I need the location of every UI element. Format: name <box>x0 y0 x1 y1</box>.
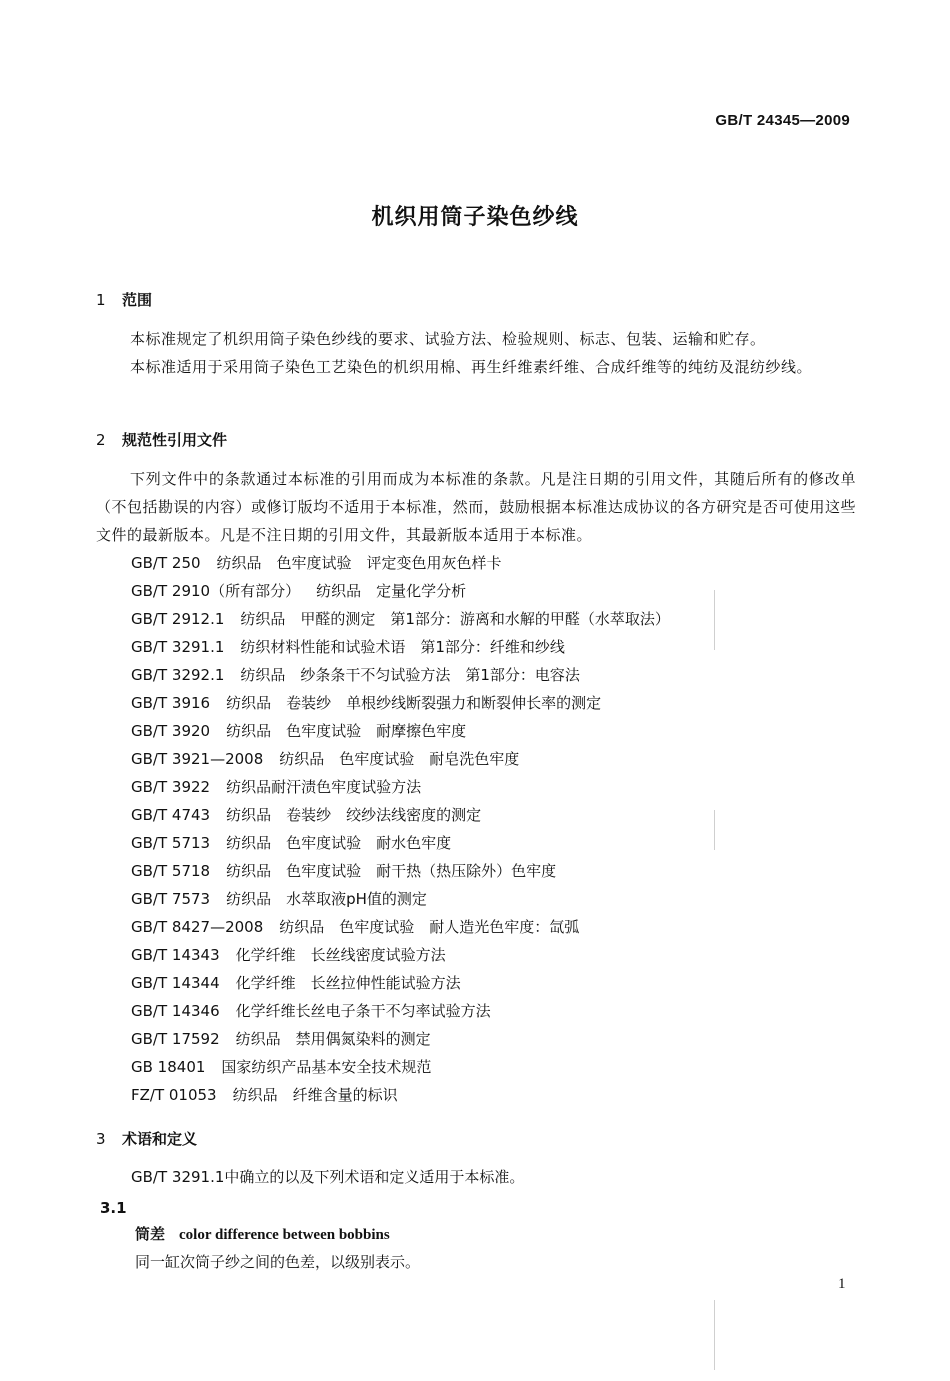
reference-title: 纺织品 甲醛的测定 第1部分：游离和水解的甲醛（水萃取法） <box>240 610 670 628</box>
reference-item <box>131 745 670 773</box>
reference-title: 化学纤维 长丝线密度试验方法 <box>235 946 446 964</box>
reference-item <box>131 857 670 885</box>
reference-title: 国家纺织产品基本安全技术规范 <box>221 1058 432 1076</box>
scan-artifact-line <box>714 590 715 650</box>
reference-item <box>131 1081 670 1109</box>
reference-item <box>131 549 670 577</box>
reference-title: 纺织品 卷装纱 绞纱法线密度的测定 <box>226 806 482 824</box>
reference-code: GB/T 3292.1 <box>131 666 225 684</box>
reference-item <box>131 633 670 661</box>
reference-title: 纺织品 色牢度试验 耐皂洗色牢度 <box>279 750 520 768</box>
reference-item <box>131 605 670 633</box>
section-3-heading <box>96 1128 197 1149</box>
reference-item <box>131 997 670 1025</box>
section-number: 1 <box>96 291 106 309</box>
section-title: 范围 <box>122 291 153 309</box>
reference-item <box>131 969 670 997</box>
reference-item <box>131 577 670 605</box>
reference-code: GB 18401 <box>131 1058 206 1076</box>
reference-code: GB/T 5718 <box>131 862 211 880</box>
reference-item <box>131 885 670 913</box>
reference-code: FZ/T 01053 <box>131 1086 217 1104</box>
reference-code: GB/T 14346 <box>131 1002 220 1020</box>
reference-code: GB/T 2912.1 <box>131 610 225 628</box>
reference-item <box>131 1053 670 1081</box>
reference-item <box>131 1025 670 1053</box>
reference-list <box>131 549 670 1109</box>
normative-references-intro: 下列文件中的条款通过本标准的引用而成为本标准的条款。凡是注日期的引用文件，其随后所有的修改单（不包括勘误的内容）或修订版均不适用于本标准，然而，鼓励根据本标准达成协议的各方研究是否可使用这些文件的最新版本。凡是不注日期的引用文件，其最新版本适用于本标准。 <box>96 470 856 544</box>
terms-intro: GB/T 3291.1中确立的以及下列术语和定义适用于本标准。 <box>131 1168 525 1186</box>
reference-item <box>131 829 670 857</box>
reference-code: GB/T 3916 <box>131 694 211 712</box>
reference-code: GB/T 3291.1 <box>131 638 225 656</box>
term-chinese: 筒差 <box>135 1225 166 1243</box>
clause-number: 3.1 <box>100 1199 127 1217</box>
reference-title: 纺织品 定量化学分析 <box>316 582 467 600</box>
reference-code: GB/T 17592 <box>131 1030 220 1048</box>
term-definition: 同一缸次筒子纱之间的色差，以级别表示。 <box>135 1253 421 1271</box>
reference-code: GB/T 3920 <box>131 722 211 740</box>
reference-item <box>131 913 670 941</box>
term-english: color difference between bobbins <box>179 1227 390 1243</box>
section-1-heading <box>96 289 152 310</box>
section-number: 2 <box>96 431 106 449</box>
reference-code: GB/T 8427—2008 <box>131 918 264 936</box>
reference-title: 纺织品 卷装纱 单根纱线断裂强力和断裂伸长率的测定 <box>226 694 602 712</box>
reference-title: 化学纤维长丝电子条干不匀率试验方法 <box>235 1002 491 1020</box>
reference-title: 纺织品 禁用偶氮染料的测定 <box>235 1030 431 1048</box>
document-title: 机织用筒子染色纱线 <box>371 205 579 230</box>
reference-title: 纺织品 纱条条干不匀试验方法 第1部分：电容法 <box>240 666 580 684</box>
standard-code: GB/T 24345—2009 <box>715 112 850 129</box>
reference-item <box>131 773 670 801</box>
reference-item <box>131 941 670 969</box>
reference-title: 纺织品 色牢度试验 评定变色用灰色样卡 <box>216 554 502 572</box>
reference-title: 纺织品 纤维含量的标识 <box>232 1086 398 1104</box>
reference-title: 纺织品 色牢度试验 耐摩擦色牢度 <box>226 722 467 740</box>
reference-code: GB/T 3921—2008 <box>131 750 264 768</box>
reference-code: GB/T 14344 <box>131 974 220 992</box>
reference-code: GB/T 250 <box>131 554 201 572</box>
scope-paragraph-1: 本标准规定了机织用筒子染色纱线的要求、试验方法、检验规则、标志、包装、运输和贮存。 <box>130 330 766 348</box>
scan-artifact-line <box>714 1300 715 1370</box>
reference-title: 纺织品耐汗渍色牢度试验方法 <box>226 778 422 796</box>
reference-code: GB/T 4743 <box>131 806 211 824</box>
reference-code: GB/T 5713 <box>131 834 211 852</box>
reference-title: 化学纤维 长丝拉伸性能试验方法 <box>235 974 461 992</box>
section-title: 术语和定义 <box>122 1130 198 1148</box>
reference-title: 纺织品 色牢度试验 耐水色牢度 <box>226 834 452 852</box>
reference-item <box>131 661 670 689</box>
section-number: 3 <box>96 1130 106 1148</box>
section-2-heading <box>96 429 227 450</box>
scan-artifact-line <box>714 810 715 850</box>
reference-code: GB/T 2910（所有部分） <box>131 582 301 600</box>
reference-code: GB/T 3922 <box>131 778 211 796</box>
reference-title: 纺织材料性能和试验术语 第1部分：纤维和纱线 <box>240 638 565 656</box>
page-number: 1 <box>838 1276 846 1292</box>
term-entry <box>135 1220 390 1249</box>
reference-title: 纺织品 水萃取液pH值的测定 <box>226 890 427 908</box>
scope-paragraph-2: 本标准适用于采用筒子染色工艺染色的机织用棉、再生纤维素纤维、合成纤维等的纯纺及混纺纱线。 <box>130 358 813 376</box>
reference-code: GB/T 7573 <box>131 890 211 908</box>
reference-title: 纺织品 色牢度试验 耐人造光色牢度：氙弧 <box>279 918 580 936</box>
reference-item <box>131 717 670 745</box>
reference-title: 纺织品 色牢度试验 耐干热（热压除外）色牢度 <box>226 862 557 880</box>
section-title: 规范性引用文件 <box>122 431 228 449</box>
reference-code: GB/T 14343 <box>131 946 220 964</box>
reference-item <box>131 801 670 829</box>
reference-item <box>131 689 670 717</box>
